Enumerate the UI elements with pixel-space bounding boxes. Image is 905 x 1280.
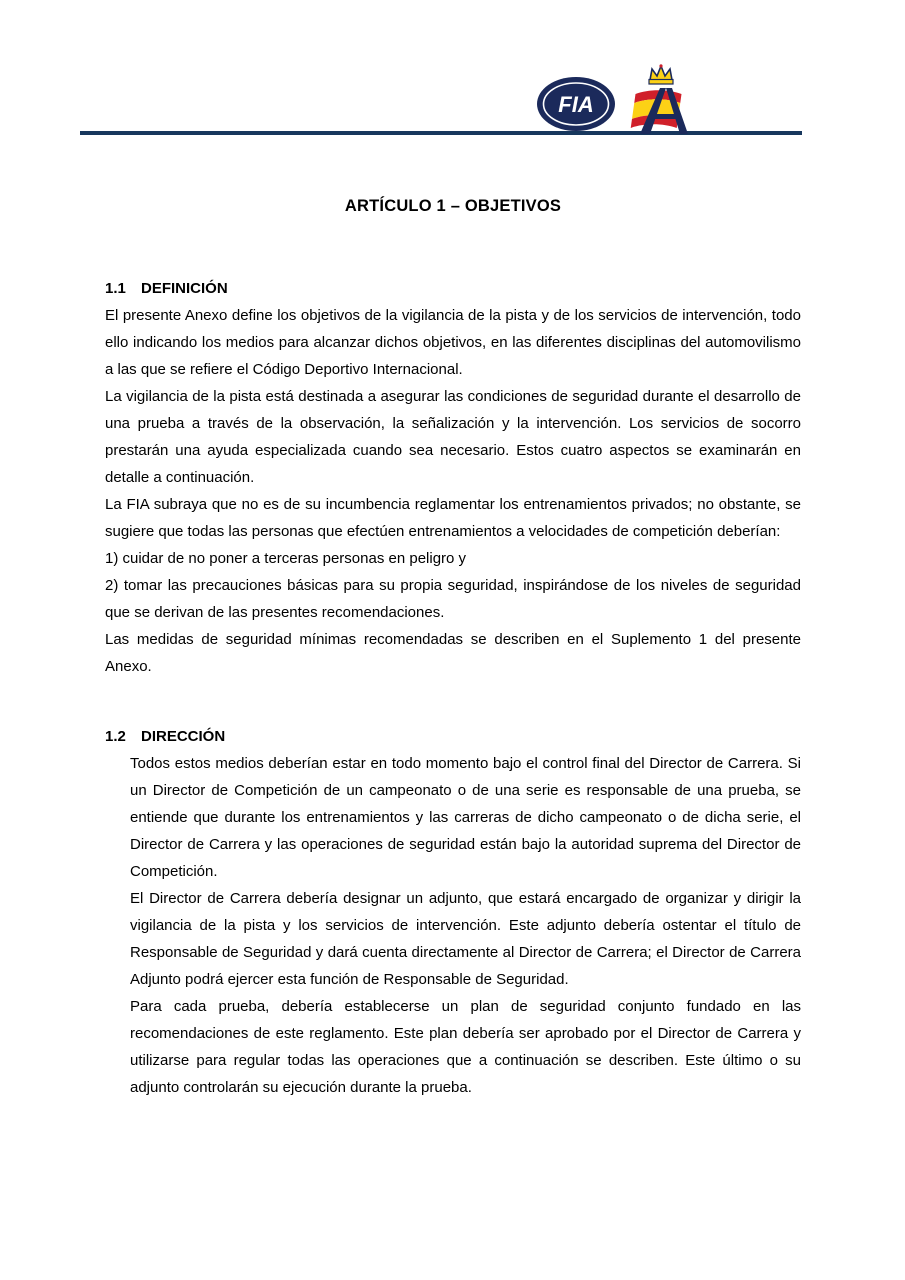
section-direccion [105,723,801,1101]
section-number: 1.2 [105,728,126,745]
paragraph: La vigilancia de la pista está destinada a asegurar las condiciones de seguridad durante el desarrollo de una prueba a través de la observación, la señalización y la intervención. Los servicios de socorro prestarán una ayuda especializada cuando sea necesario. Estos cuatro aspectos se examinarán en detalle a continuación. [105,388,801,486]
paragraph: Para cada prueba, debería establecerse un plan de seguridad conjunto fundado en las recomendaciones de este reglamento. Este plan debería ser aprobado por el Director de Carrera y utilizarse para regular todas las operaciones que a continuación se describen. Este último o su adjunto controlarán su ejecución durante la prueba. [130,998,801,1096]
paragraph: La FIA subraya que no es de su incumbencia reglamentar los entrenamientos privados; no obstante, se sugiere que todas las personas que efectúen entrenamientos a velocidades de competición deberían: [105,496,801,540]
paragraph: El presente Anexo define los objetivos de la vigilancia de la pista y de los servicios de intervención, todo ello indicando los medios para alcanzar dichos objetivos, en las diferentes disciplinas del automovilismo a las que se refiere el Código Deportivo Internacional. [105,307,801,378]
section-number: 1.1 [105,280,126,297]
section-heading [105,723,801,750]
section-body [105,750,801,1101]
page-title: ARTÍCULO 1 – OBJETIVOS [344,197,562,215]
section-body [105,302,801,680]
paragraph: Todos estos medios deberían estar en todo momento bajo el control final del Director de Carrera. Si un Director de Competición de un campeonato o de una serie es responsable de una prueba, se entiende que durante los entrenamientos y las carreras de dicho campeonato o de dicha serie, el Director de Carrera y las operaciones de seguridad están bajo la autoridad suprema del Director de Competición. [130,755,801,880]
svg-text:FIA: FIA [558,92,594,117]
spanish-federation-logo-icon [626,62,694,138]
list-item-paragraph: 2) tomar las precauciones básicas para su propia seguridad, inspirándose de los niveles de seguridad que se derivan de las presentes recomendaciones. [105,577,801,621]
section-title: DIRECCIÓN [141,728,226,745]
paragraph: El Director de Carrera debería designar un adjunto, que estará encargado de organizar y dirigir la vigilancia de la pista y los servicios de intervención. Este adjunto debería ostentar el título de Responsable de Seguridad y dará cuenta directamente al Director de Carrera; el Director de Carrera Adjunto podrá ejercer esta función de Responsable de Seguridad. [130,890,801,988]
list-item-paragraph: 1) cuidar de no poner a terceras personas en peligro y [105,550,467,567]
section-definicion [105,275,801,680]
document-content [105,196,801,1101]
section-title: DEFINICIÓN [141,280,228,297]
fia-logo-icon [536,76,616,132]
paragraph: Las medidas de seguridad mínimas recomendadas se describen en el Suplemento 1 del presente Anexo. [105,631,801,675]
section-heading [105,275,801,302]
